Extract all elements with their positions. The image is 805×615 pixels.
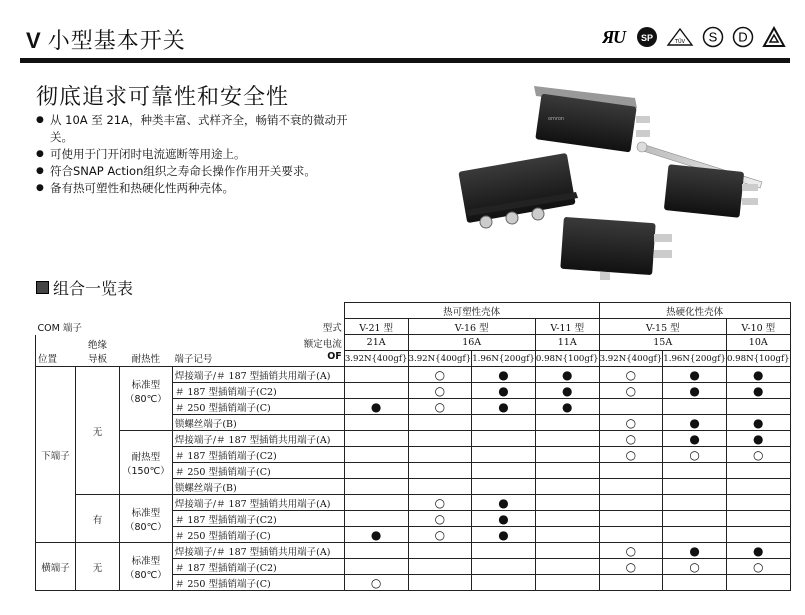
switch-lever-top: [534, 86, 650, 152]
empty-cell: [535, 431, 599, 447]
option-mark: ○: [408, 383, 472, 399]
option-mark: ○: [599, 559, 663, 575]
empty-cell: [535, 479, 599, 495]
option-mark: ○: [599, 431, 663, 447]
option-mark: ○: [599, 383, 663, 399]
table-row: [36, 543, 791, 559]
terminal-type-cell: 焊接端子/＃ 187 型插销共用端子(A): [172, 367, 344, 383]
svg-text:Я: Я: [602, 27, 615, 47]
model-cell: V-10 型: [726, 319, 790, 335]
empty-cell: [663, 511, 727, 527]
operating-force-cell: 0.98N{100gf}: [535, 351, 599, 367]
option-mark: ○: [408, 527, 472, 543]
table-row: [36, 335, 791, 351]
empty-cell: [344, 559, 408, 575]
standard-mark: ●: [472, 367, 536, 383]
empty-cell: [535, 495, 599, 511]
standard-mark: ●: [472, 399, 536, 415]
empty-cell: [472, 415, 536, 431]
empty-cell: [726, 495, 790, 511]
model-cell: V-16 型: [408, 319, 535, 335]
empty-cell: [472, 479, 536, 495]
terminal-type-cell: ＃ 187 型插销端子(C2): [172, 559, 344, 575]
section-title: [36, 276, 133, 299]
empty-cell: [344, 511, 408, 527]
terminal-type-cell: 锁螺丝端子(B): [172, 415, 344, 431]
option-mark: ○: [663, 559, 727, 575]
empty-cell: [408, 463, 472, 479]
standard-mark: ●: [663, 431, 727, 447]
square-bullet-icon: [36, 281, 49, 294]
of-label: OF: [327, 351, 342, 363]
model-cell: V-11 型: [535, 319, 599, 335]
empty-cell: [344, 367, 408, 383]
empty-cell: [535, 559, 599, 575]
terminal-type-cell: 焊接端子/＃ 187 型插销共用端子(A): [172, 495, 344, 511]
heat-standard: 标准型 （80℃）: [120, 495, 173, 543]
empty-cell: [344, 479, 408, 495]
model-label: 型式: [172, 319, 344, 335]
tuv-label: TÜV: [674, 39, 686, 45]
standard-mark: ●: [663, 367, 727, 383]
empty-cell: [408, 543, 472, 559]
empty-cell: [344, 431, 408, 447]
empty-cell: [663, 479, 727, 495]
switch-screw-terminal: [458, 153, 578, 228]
empty-cell: [726, 575, 790, 591]
standard-mark: ●: [726, 415, 790, 431]
standard-mark: ●: [726, 383, 790, 399]
empty-cell: [535, 543, 599, 559]
terminal-type-cell: ＃ 250 型插销端子(C): [172, 463, 344, 479]
standard-mark: ●: [726, 431, 790, 447]
empty-cell: [726, 511, 790, 527]
empty-cell: [535, 575, 599, 591]
standard-mark: ●: [663, 383, 727, 399]
heat-standard: 标准型 （80℃）: [120, 367, 173, 415]
option-mark: ○: [726, 559, 790, 575]
option-mark: ○: [599, 543, 663, 559]
d-mark-icon: [732, 26, 754, 48]
empty-cell: [599, 463, 663, 479]
model-cell: V-15 型: [599, 319, 726, 335]
empty-cell: [599, 511, 663, 527]
option-mark: ○: [726, 447, 790, 463]
table-cell: [36, 335, 76, 351]
terminal-type-cell: ＃ 250 型插销端子(C): [172, 527, 344, 543]
svg-text:SP: SP: [640, 33, 654, 43]
svg-text:S: S: [708, 29, 718, 45]
empty-cell: [663, 527, 727, 543]
current-cell: 15A: [599, 335, 726, 351]
insulation-with: 有: [76, 495, 120, 543]
empty-cell: [535, 511, 599, 527]
empty-cell: [726, 399, 790, 415]
feature-item: ● 符合SNAP Action组织之寿命长操作作用开关要求。: [36, 163, 366, 180]
empty-cell: [726, 479, 790, 495]
table-row: [36, 495, 791, 511]
feature-item: ● 从 10A 至 21A，种类丰富、式样齐全，畅销不衰的微动开关。: [36, 112, 366, 146]
empty-cell: [599, 399, 663, 415]
csa-icon: [636, 26, 658, 48]
group-header-thermoset: 热硬化性壳体: [599, 303, 790, 319]
header-rule: [20, 58, 790, 63]
position-lower-terminal: 下端子: [36, 367, 76, 543]
page-title: [26, 24, 186, 55]
empty-cell: [344, 383, 408, 399]
operating-force-cell: 1.96N{200gf}: [663, 351, 727, 367]
current-cell: 16A: [408, 335, 535, 351]
empty-cell: [663, 495, 727, 511]
tuv-triangle-icon: [666, 27, 694, 47]
table-row: [36, 415, 791, 431]
standard-mark: ●: [472, 527, 536, 543]
empty-cell: [472, 559, 536, 575]
insulation-none: 无: [76, 543, 120, 591]
terminal-type-cell: 焊接端子/＃ 187 型插销共用端子(A): [172, 431, 344, 447]
option-mark: ○: [344, 575, 408, 591]
option-mark: ○: [408, 495, 472, 511]
terminal-type-cell: ＃ 187 型插销端子(C2): [172, 447, 344, 463]
empty-cell: [535, 447, 599, 463]
model-cell: V-21 型: [344, 319, 408, 335]
standard-mark: ●: [472, 383, 536, 399]
terminal-type-cell: 锁螺丝端子(B): [172, 479, 344, 495]
option-mark: ○: [599, 415, 663, 431]
table-cell: [120, 335, 173, 351]
operating-force-cell: 3.92N{400gf}: [408, 351, 472, 367]
title-text: 小型基本开关: [47, 29, 186, 54]
option-mark: ○: [408, 511, 472, 527]
empty-cell: [472, 431, 536, 447]
feature-list: [36, 112, 366, 197]
empty-cell: [344, 447, 408, 463]
operating-force-cell: 1.96N{200gf}: [472, 351, 536, 367]
option-mark: ○: [599, 447, 663, 463]
empty-cell: [663, 575, 727, 591]
switch-right: [664, 164, 758, 218]
standard-mark: ●: [535, 399, 599, 415]
empty-cell: [408, 559, 472, 575]
certification-marks: [602, 26, 786, 48]
standard-mark: ●: [344, 527, 408, 543]
empty-cell: [408, 479, 472, 495]
product-photo: [430, 76, 790, 306]
empty-cell: [663, 399, 727, 415]
standard-mark: ●: [726, 543, 790, 559]
current-cell: 21A: [344, 335, 408, 351]
standard-mark: ●: [726, 367, 790, 383]
position-side-terminal: 横端子: [36, 543, 76, 591]
position-header: 位置: [36, 351, 76, 367]
subtitle: 彻底追求可靠性和安全性: [36, 85, 290, 110]
combination-table: [35, 302, 791, 591]
table-row: [36, 319, 791, 335]
option-mark: ○: [408, 399, 472, 415]
option-mark: ○: [408, 367, 472, 383]
standard-mark: ●: [535, 367, 599, 383]
empty-cell: [344, 415, 408, 431]
empty-cell: [344, 543, 408, 559]
empty-cell: [408, 415, 472, 431]
table-row: [36, 431, 791, 447]
empty-cell: [472, 463, 536, 479]
empty-cell: [726, 527, 790, 543]
corner-cell: [36, 303, 345, 319]
standard-mark: ●: [472, 511, 536, 527]
ul-recognized-icon: [602, 27, 628, 47]
group-header-thermoplastic: 热可塑性壳体: [344, 303, 599, 319]
heat-blank: [120, 415, 173, 431]
option-mark: ○: [663, 447, 727, 463]
table-row: [36, 303, 791, 319]
operating-force-cell: 0.98N{100gf}: [726, 351, 790, 367]
table-row: [36, 367, 791, 383]
feature-item: ● 可使用于门开闭时电流遮断等用途上。: [36, 146, 366, 163]
empty-cell: [535, 415, 599, 431]
standard-mark: ●: [535, 383, 599, 399]
standard-mark: ●: [663, 415, 727, 431]
heat-standard: 标准型 （80℃）: [120, 543, 173, 591]
heat-resistant: 耐热型 （150℃）: [120, 431, 173, 495]
title-prefix: V: [26, 28, 42, 53]
heat-header: 耐热性: [120, 351, 173, 367]
insulation-none: 无: [76, 367, 120, 495]
code-header-cell: [172, 351, 344, 367]
svg-text:U: U: [613, 27, 626, 47]
current-cell: 11A: [535, 335, 599, 351]
empty-cell: [599, 495, 663, 511]
option-mark: ○: [599, 367, 663, 383]
operating-force-cell: 3.92N{400gf}: [599, 351, 663, 367]
delta-mark-icon: [762, 26, 786, 48]
empty-cell: [408, 431, 472, 447]
insulation-label-top: 绝缘: [87, 339, 107, 351]
empty-cell: [344, 463, 408, 479]
empty-cell: [408, 447, 472, 463]
switch-bottom: [560, 217, 672, 280]
insulation-label-bottom: 导板: [76, 351, 120, 367]
empty-cell: [472, 543, 536, 559]
terminal-type-cell: ＃ 187 型插销端子(C2): [172, 511, 344, 527]
empty-cell: [472, 575, 536, 591]
photo-label: omron: [548, 116, 565, 122]
rated-current-label: 额定电流: [172, 335, 344, 351]
empty-cell: [726, 463, 790, 479]
feature-item: ● 备有热可塑性和热硬化性两种壳体。: [36, 180, 366, 197]
empty-cell: [344, 495, 408, 511]
current-cell: 10A: [726, 335, 790, 351]
empty-cell: [535, 463, 599, 479]
standard-mark: ●: [663, 543, 727, 559]
page-header: [20, 14, 790, 60]
empty-cell: [599, 479, 663, 495]
empty-cell: [408, 575, 472, 591]
section-title-text: 组合一览表: [53, 279, 134, 298]
terminal-type-cell: ＃ 250 型插销端子(C): [172, 575, 344, 591]
com-terminal-label: COM 端子: [37, 322, 82, 334]
terminal-type-cell: 焊接端子/＃ 187 型插销共用端子(A): [172, 543, 344, 559]
empty-cell: [599, 527, 663, 543]
standard-mark: ●: [472, 495, 536, 511]
s-mark-icon: [702, 26, 724, 48]
empty-cell: [599, 575, 663, 591]
terminal-code-header: 端子记号: [174, 354, 213, 366]
empty-cell: [535, 527, 599, 543]
terminal-type-cell: ＃ 187 型插销端子(C2): [172, 383, 344, 399]
standard-mark: ●: [344, 399, 408, 415]
svg-text:D: D: [738, 29, 748, 45]
table-row: [36, 351, 791, 367]
operating-force-cell: 3.92N{400gf}: [344, 351, 408, 367]
empty-cell: [472, 447, 536, 463]
empty-cell: [663, 463, 727, 479]
terminal-type-cell: ＃ 250 型插销端子(C): [172, 399, 344, 415]
